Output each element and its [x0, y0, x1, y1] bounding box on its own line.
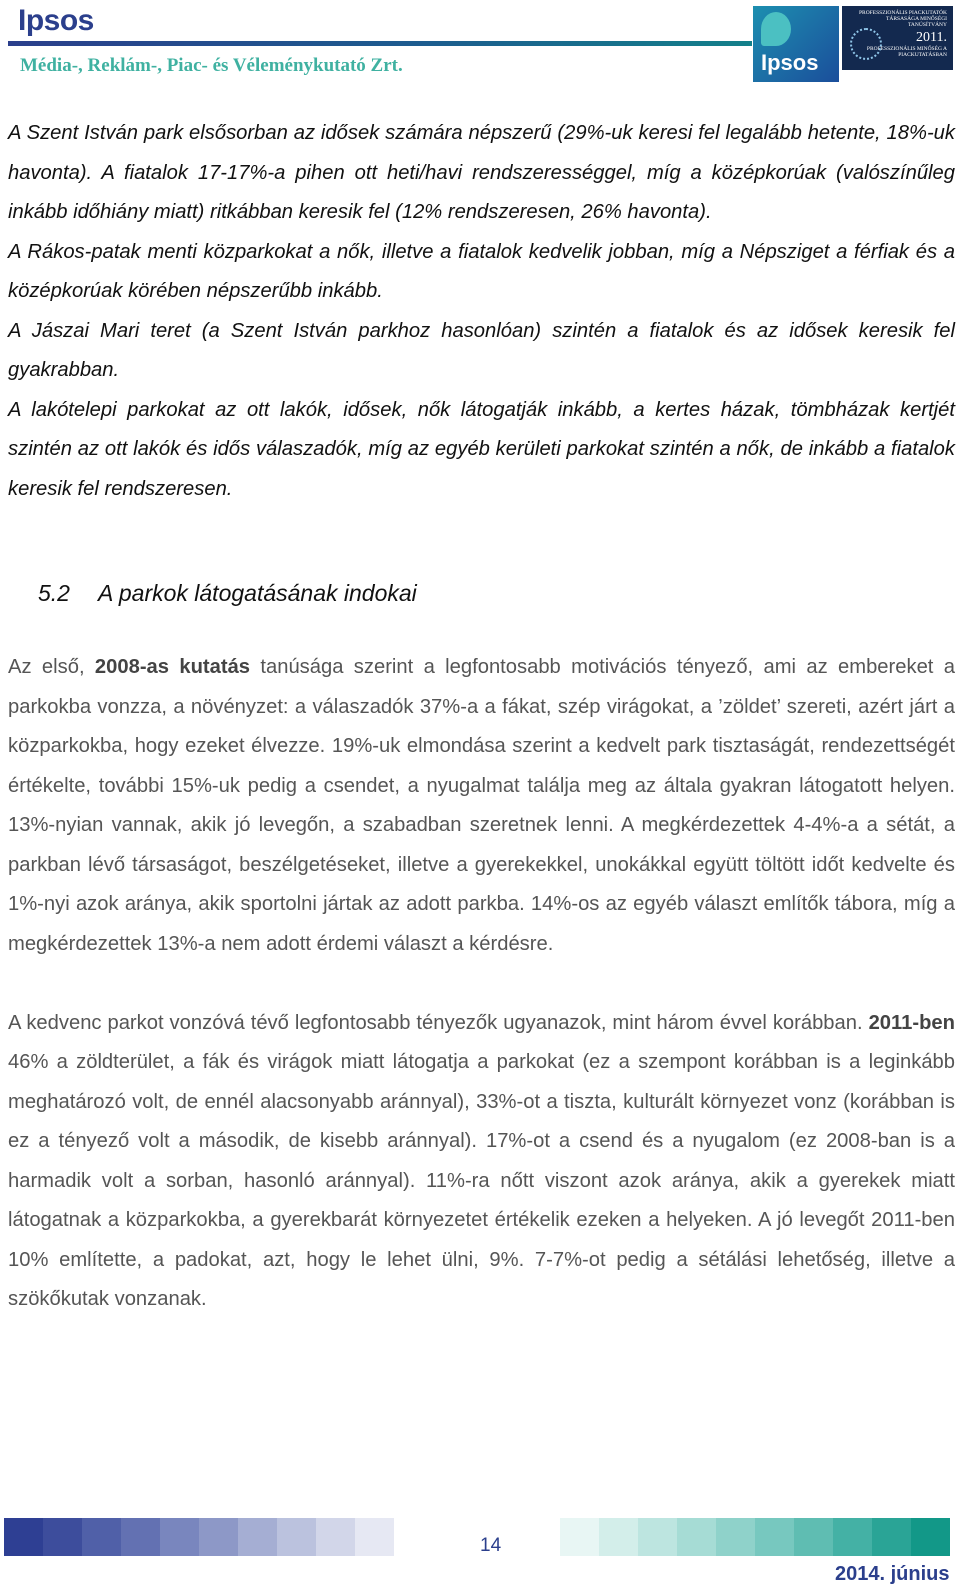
company-name: Média-, Reklám-, Piac- és Véleménykutató Zrt. — [20, 55, 403, 76]
section-heading — [38, 580, 417, 607]
footer-color-swatch — [43, 1518, 82, 1556]
certificate-badge — [842, 6, 953, 70]
finding-paragraph: A Szent István park elsősorban az idősek számára népszerű (29%-uk keresi fel legalább hetente, 18%-uk havonta). A fiatalok 17-17%-a pihen ott heti/havi rendszerességgel, míg a középkorúak (valószínűleg inkább időhiány miatt) ritkábban keresik fel (12% rendszeresen, 26% havonta). — [8, 122, 955, 223]
finding-paragraph: A lakótelepi parkokat az ott lakók, idősek, nők látogatják inkább, a kertes házak, tömbházak kertjét szintén az ott lakók és idős válaszadók, míg az egyéb kerületi parkokat szintén a nők, de inkább a fiatalok keresik fel rendszeresen. — [8, 398, 955, 500]
footer-color-swatch — [82, 1518, 121, 1556]
text-run: Az első, — [8, 656, 95, 678]
header-rule — [8, 41, 752, 46]
footer-color-swatch — [599, 1518, 638, 1556]
section-number: 5.2 — [38, 580, 70, 606]
speech-bubble-icon — [761, 12, 791, 46]
ipsos-badge-logo — [753, 6, 839, 82]
footer-color-swatch — [755, 1518, 794, 1556]
italic-findings — [8, 114, 955, 509]
footer-color-swatch — [872, 1518, 911, 1556]
footer-right-color-band — [560, 1518, 950, 1556]
body-paragraph-2 — [8, 1004, 955, 1320]
page-header — [0, 0, 960, 90]
bold-run: 2011-ben — [868, 1011, 955, 1034]
page-number: 14 — [480, 1535, 502, 1556]
bold-run: 2008-as kutatás — [94, 656, 251, 678]
body-text — [8, 648, 955, 1320]
body-paragraph-1 — [8, 648, 955, 964]
footer-color-swatch — [4, 1518, 43, 1556]
footer-color-swatch — [316, 1518, 355, 1556]
footer-color-swatch — [560, 1518, 599, 1556]
text-run: 46% a zöldterület, a fák és virágok miatt látogatja a parkokat (ez a szempont korábban is a leginkább meghatározó volt, de ennél alacsonyabb aránnyal), 33%-ot a tiszta, kulturált környezet vonz (korábban is ez a tényező volt a második, de kisebb aránnyal). 17%-ot a csend és a nyugalom (ez 2008-ban is a harmadik volt a sorban, hasonló aránnyal). 11%-ra nőtt viszont azok aránya, akik a gyerekek miatt látogatnak a közparkokba, a gyerekbarát környezetet értékelik ezeken a helyeken. A jó levegőt 2011-ben 10% említette, a padokat, azt, hogy le lehet ülni, 9%. 7-7%-ot pedig a sétálási lehetőség, illetve a szökőkutak vonzanak. — [8, 1051, 955, 1310]
footer-color-swatch — [355, 1518, 394, 1556]
cert-line-2: PROFESSZIONÁLIS MINŐSÉG A PIACKUTATÁSBAN — [866, 46, 947, 58]
footer-color-swatch — [716, 1518, 755, 1556]
footer-color-swatch — [911, 1518, 950, 1556]
text-run: tanúsága szerint a legfontosabb motivációs tényező, ami az embereket a parkokba vonzza, a növényzet: a válaszadók 37%-a a fákat, szép virágokat, a ’zöldet’ szereti, azért járt a közparkokba, hogy ezeket élvezze. 19%-uk elmondása szerint a kedvelt park tisztaságát, rendezettségét értékelte, további 15%-uk pedig a csendet, a nyugalmat találja meg az általa gyakran látogatott helyen. 13%-nyian vannak, akik jó levegőn, a szabadban szeretnek lenni. A megkérdezettek 4-4%-a a sétát, a parkban lévő társaságot, beszélgetéseket, illetve a gyerekekkel, unokákkal együtt töltött időt kedvelte és 1%-nyi azok aránya, akik sportolni jártak az adott parkba. 14%-os az egyéb választ említők tábora, míg a megkérdezettek 13%-a nem adott érdemi választ a kérdésre. — [8, 656, 955, 955]
footer-color-swatch — [638, 1518, 677, 1556]
footer-color-swatch — [121, 1518, 160, 1556]
footer-left-color-band — [4, 1518, 394, 1556]
footer-date: 2014. június — [835, 1563, 950, 1585]
finding-paragraph: A Rákos-patak menti közparkokat a nők, illetve a fiatalok kedvelik jobban, míg a Népsziget a férfiak és a középkorúak körében népszerűbb inkább. — [8, 240, 955, 302]
footer-color-swatch — [677, 1518, 716, 1556]
text-run: A kedvenc parkot vonzóvá tévő legfontosabb tényezők ugyanazok, mint három évvel korábban. — [8, 1011, 869, 1034]
footer-color-swatch — [160, 1518, 199, 1556]
ipsos-logo: Ipsos — [18, 4, 94, 37]
footer-color-swatch — [238, 1518, 277, 1556]
footer-color-swatch — [794, 1518, 833, 1556]
cert-line-1: PROFESSZIONÁLIS PIACKUTATÓK TÁRSASÁGA MINŐSÉGI TANÚSÍTVÁNY — [858, 10, 947, 28]
certificate-mark-icon — [850, 28, 882, 60]
footer-color-swatch — [277, 1518, 316, 1556]
finding-paragraph: A Jászai Mari teret (a Szent István parkhoz hasonlóan) szintén a fiatalok és az idősek keresik fel gyakrabban. — [8, 319, 955, 381]
section-title: A parkok látogatásának indokai — [97, 580, 417, 606]
cert-year: 2011. — [916, 30, 947, 45]
footer-color-swatch — [199, 1518, 238, 1556]
footer-color-swatch — [833, 1518, 872, 1556]
ipsos-badge-word: Ipsos — [761, 50, 819, 75]
